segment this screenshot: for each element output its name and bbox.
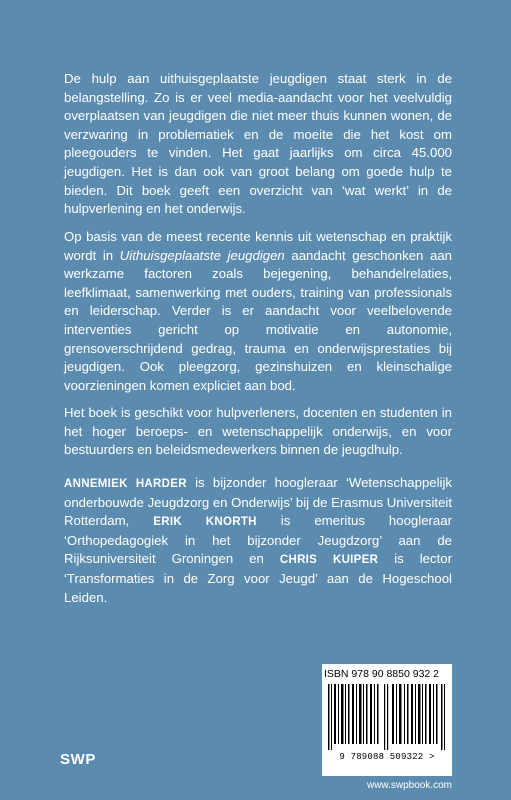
author-bio-text-3: is lector ‘Transformaties in de Zorg voor Jeugd’ aan de Hogeschool Leiden.: [64, 551, 452, 605]
content-paragraph: [64, 228, 452, 395]
publisher-website: www.swpbook.com: [366, 780, 452, 791]
author-bio: [64, 474, 452, 607]
author-name-3: CHRIS KUIPER: [279, 554, 379, 567]
audience-text: Het boek is geschikt voor hulpverleners, docenten en studenten in het hoger beroeps- en wetenschappelijk onderwijs, en voor bestuurders en beleidsmedewerkers binnen de jeugdhulp.: [64, 405, 452, 458]
author-bio-text-2: is emeritus hoogleraar ‘Orthopedagogiek in het bijzonder Jeugdzorg’ aan de Rijksuniversiteit Groningen en: [64, 513, 452, 567]
author-name-2: ERIK KNORTH: [153, 516, 257, 529]
book-title-italic: Uithuisgeplaatste jeugdigen: [119, 247, 285, 263]
content-text-post: aandacht geschonken aan werkzame factoren zoals bejegening, behandelrelaties, leefklimaat, samenwerking met ouders, training van professionals en leiderschap. Verder is er aandacht voor veelbelovende interventies gericht op motivatie en autonomie, grensoverschrijdend gedrag, trauma en onderwijsprestaties bij jeugdigen. Ook pleegzorg, gezinshuizen en kleinschalige voorzieningen komen expliciet aan bod.: [64, 247, 453, 393]
audience-paragraph: [64, 404, 452, 460]
intro-text: De hulp aan uithuisgeplaatste jeugdigen staat sterk in de belangstelling. Zo is er veel media-aandacht voor het veelvuldig overplaatsen van jeugdigen die niet meer thuis kunnen wonen, de verzwaring in problematiek en de moeite die het kost om pleegouders te vinden. Het gaat jaarlijks om circa 45.000 jeugdigen. Het is dan ook van groot belang om goede hulp te bieden. Dit boek geeft een overzicht van ‘wat werkt’ in de hulpverlening en het onderwijs.: [64, 71, 452, 217]
author-name-1: ANNEMIEK HARDER: [64, 478, 187, 490]
isbn-label: ISBN 978 90 8850 932 2: [324, 668, 440, 680]
content-text-pre: Op basis van de meest recente kennis uit wetenschap en praktijk wordt in: [64, 229, 452, 263]
barcode-icon: [326, 684, 448, 750]
barcode-digits: 9 789088 509322 >: [339, 752, 435, 762]
author-bio-text-1: is bijzonder hoogleraar ‘Wetenschappelijk onderbouwde Jeugdzorg en Onderwijs’ bij de Erasmus Universiteit Rotterdam,: [64, 475, 453, 529]
publisher-logo: SWP: [60, 751, 96, 768]
intro-paragraph: [64, 70, 452, 219]
